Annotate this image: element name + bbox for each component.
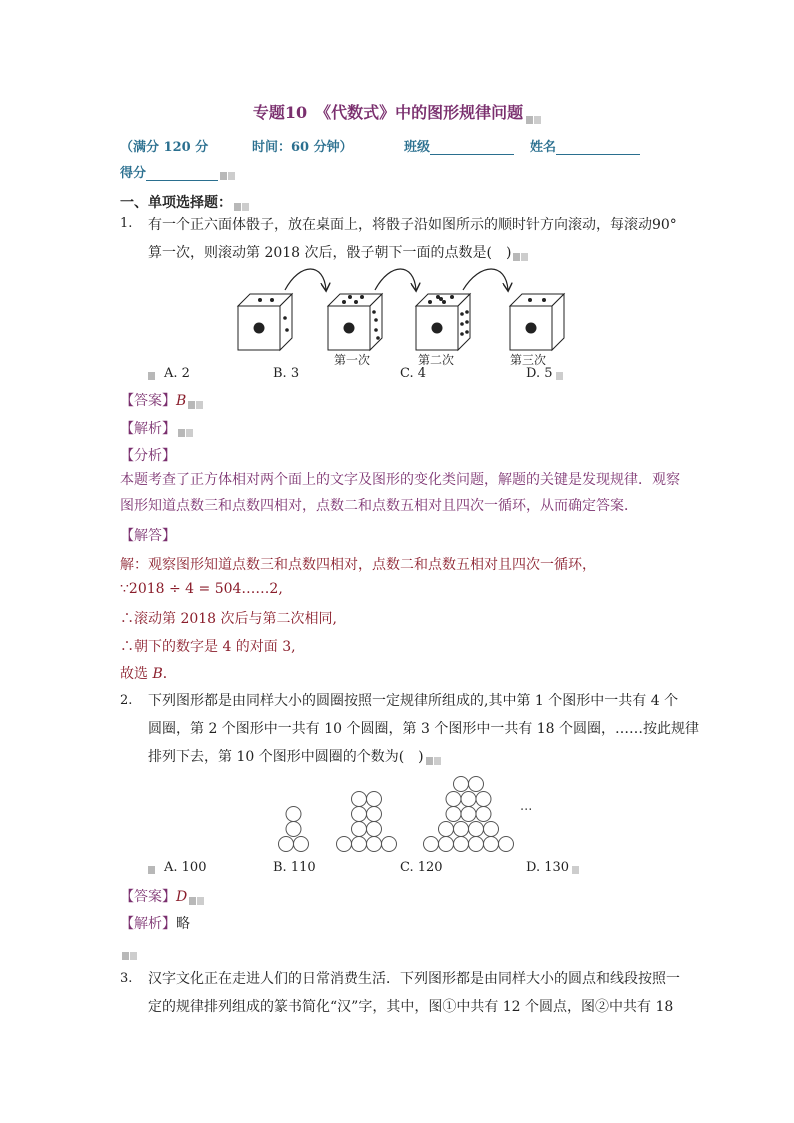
q1-solution-line1: 解：观察图形知道点数三和点数四相对，点数二和点数五相对且四次一循环， <box>120 557 596 573</box>
jiexi-value: 略 <box>176 916 190 932</box>
pattern-3 <box>424 777 514 852</box>
class-label: 班级 <box>404 140 431 155</box>
watermark-logo-icon <box>234 199 250 208</box>
q3-number: 3. <box>120 971 133 986</box>
q1-option-a-text: A. 2 <box>164 366 190 381</box>
figure-label-second: 第二次 <box>418 353 455 367</box>
section-title-text: 一、单项选择题： <box>120 195 232 211</box>
jiexi-label: 【解析】 <box>120 421 176 437</box>
answer-value: D <box>176 889 188 905</box>
pattern-2 <box>337 792 397 852</box>
q2-option-b[interactable]: B. 110 <box>273 860 316 875</box>
q1-option-a[interactable] <box>146 366 190 381</box>
watermark-logo-icon <box>571 863 587 872</box>
q1-fenxi-text: 本题考查了正方体相对两个面上的文字及图形的变化类问题，解题的关键是发现规律．观察图形知道点数三和点数四相对，点数二和点数五相对且四次一循环，从而确定答案． <box>120 472 680 514</box>
q2-option-a[interactable] <box>146 860 206 875</box>
q2-line3-text: 排列下去，第 10 个图形中圆圈的个数为( ) <box>148 749 424 765</box>
die-second-roll <box>416 294 470 350</box>
title-text: 专题10 《代数式》中的图形规律问题 <box>252 103 524 122</box>
ellipsis-text: ··· <box>520 803 533 818</box>
score-field[interactable] <box>120 162 236 181</box>
answer-value: B <box>176 393 187 409</box>
q1-solution-line4: ∴朝下的数字是 4 的对面 3, <box>120 639 296 655</box>
q1-answer <box>120 390 204 410</box>
answer-label: 【答案】 <box>120 889 176 905</box>
full-score-label: （满分 120 分 <box>120 140 209 155</box>
section-title <box>120 192 250 212</box>
q1-line2-text: 算一次，则滚动第 2018 次后，骰子朝下一面的点数是( ) <box>148 245 512 261</box>
watermark-logo-icon <box>122 948 138 957</box>
q1-number: 1. <box>120 216 133 231</box>
time-label: 时间：60 分钟） <box>252 140 353 155</box>
die-first-roll <box>328 294 382 350</box>
score-label: 得分 <box>120 166 147 181</box>
pattern-1 <box>279 807 309 852</box>
q2-line1: 下列图形都是由同样大小的圆圈按照一定规律所组成的,其中第 1 个图形中一共有 4 个 <box>148 693 679 709</box>
q3-line2: 定的规律排列组成的篆书简化“汉”字，其中，图①中共有 12 个圆点，图②中共有 18 <box>148 999 674 1015</box>
q2-answer <box>120 886 205 906</box>
sol5-suffix: ． <box>162 666 177 682</box>
class-field[interactable] <box>404 136 514 155</box>
watermark-logo-icon <box>525 109 541 118</box>
answer-label: 【答案】 <box>120 393 176 409</box>
q1-option-d-text: D. 5 <box>526 366 553 381</box>
q1-option-b[interactable]: B. 3 <box>273 366 300 381</box>
q2-number: 2. <box>120 693 133 708</box>
die-initial <box>238 294 292 350</box>
q1-solution-line5 <box>120 663 177 683</box>
q1-solution-line2: ∵2018 ÷ 4 = 504……2, <box>120 581 283 597</box>
score-blank[interactable] <box>146 180 218 181</box>
q2-option-d[interactable] <box>526 860 587 875</box>
watermark-logo-icon <box>555 369 571 378</box>
q1-line1: 有一个正六面体骰子，放在桌面上，将骰子沿如图所示的顺时针方向滚动，每滚动90° <box>148 217 677 233</box>
q2-circles-figure <box>270 772 550 856</box>
name-label: 姓名 <box>530 140 557 155</box>
page-title <box>0 100 794 123</box>
class-blank[interactable] <box>430 154 514 155</box>
watermark-logo-icon <box>148 863 164 872</box>
figure-label-third: 第三次 <box>510 353 547 367</box>
q3-line1: 汉字文化正在走进人们的日常消费生活．下列图形都是由同样大小的圆点和线段按照一 <box>148 971 680 987</box>
figure-label-first: 第一次 <box>334 353 371 367</box>
q1-solution-line3: ∴滚动第 2018 次后与第二次相同, <box>120 611 337 627</box>
q2-jiexi <box>120 913 190 933</box>
watermark-logo-icon <box>148 369 164 378</box>
watermark-logo-icon <box>178 425 194 434</box>
q1-jiexi <box>120 418 194 438</box>
arrow-icon <box>285 269 326 290</box>
q2-line3 <box>148 746 442 766</box>
name-field[interactable] <box>530 136 640 155</box>
watermark-logo-icon <box>513 249 529 258</box>
arrow-icon <box>463 269 508 290</box>
sol5-prefix: 故选 <box>120 666 153 682</box>
q1-option-c[interactable]: C. 4 <box>400 366 427 381</box>
q2-trailing-logo <box>120 944 138 960</box>
q1-fenxi-label: 【分析】 <box>120 448 176 464</box>
watermark-logo-icon <box>220 169 236 178</box>
q1-dice-figure <box>230 268 570 370</box>
jiexi-label: 【解析】 <box>120 916 176 932</box>
watermark-logo-icon <box>188 397 204 406</box>
name-blank[interactable] <box>556 154 640 155</box>
q2-option-a-text: A. 100 <box>164 860 207 875</box>
q1-line2 <box>148 242 529 262</box>
die-third-roll <box>510 294 564 350</box>
q2-line2: 圆圈，第 2 个图形中一共有 10 个圆圈，第 3 个图形中一共有 18 个圆圈，……按此规律 <box>148 721 700 737</box>
sol5-value: B <box>152 666 163 682</box>
q1-option-d[interactable] <box>526 366 571 381</box>
arrow-icon <box>375 269 416 290</box>
q2-option-c[interactable]: C. 120 <box>400 860 443 875</box>
q1-jieda-label: 【解答】 <box>120 528 176 544</box>
watermark-logo-icon <box>189 893 205 902</box>
q2-option-d-text: D. 130 <box>526 860 570 875</box>
watermark-logo-icon <box>426 753 442 762</box>
